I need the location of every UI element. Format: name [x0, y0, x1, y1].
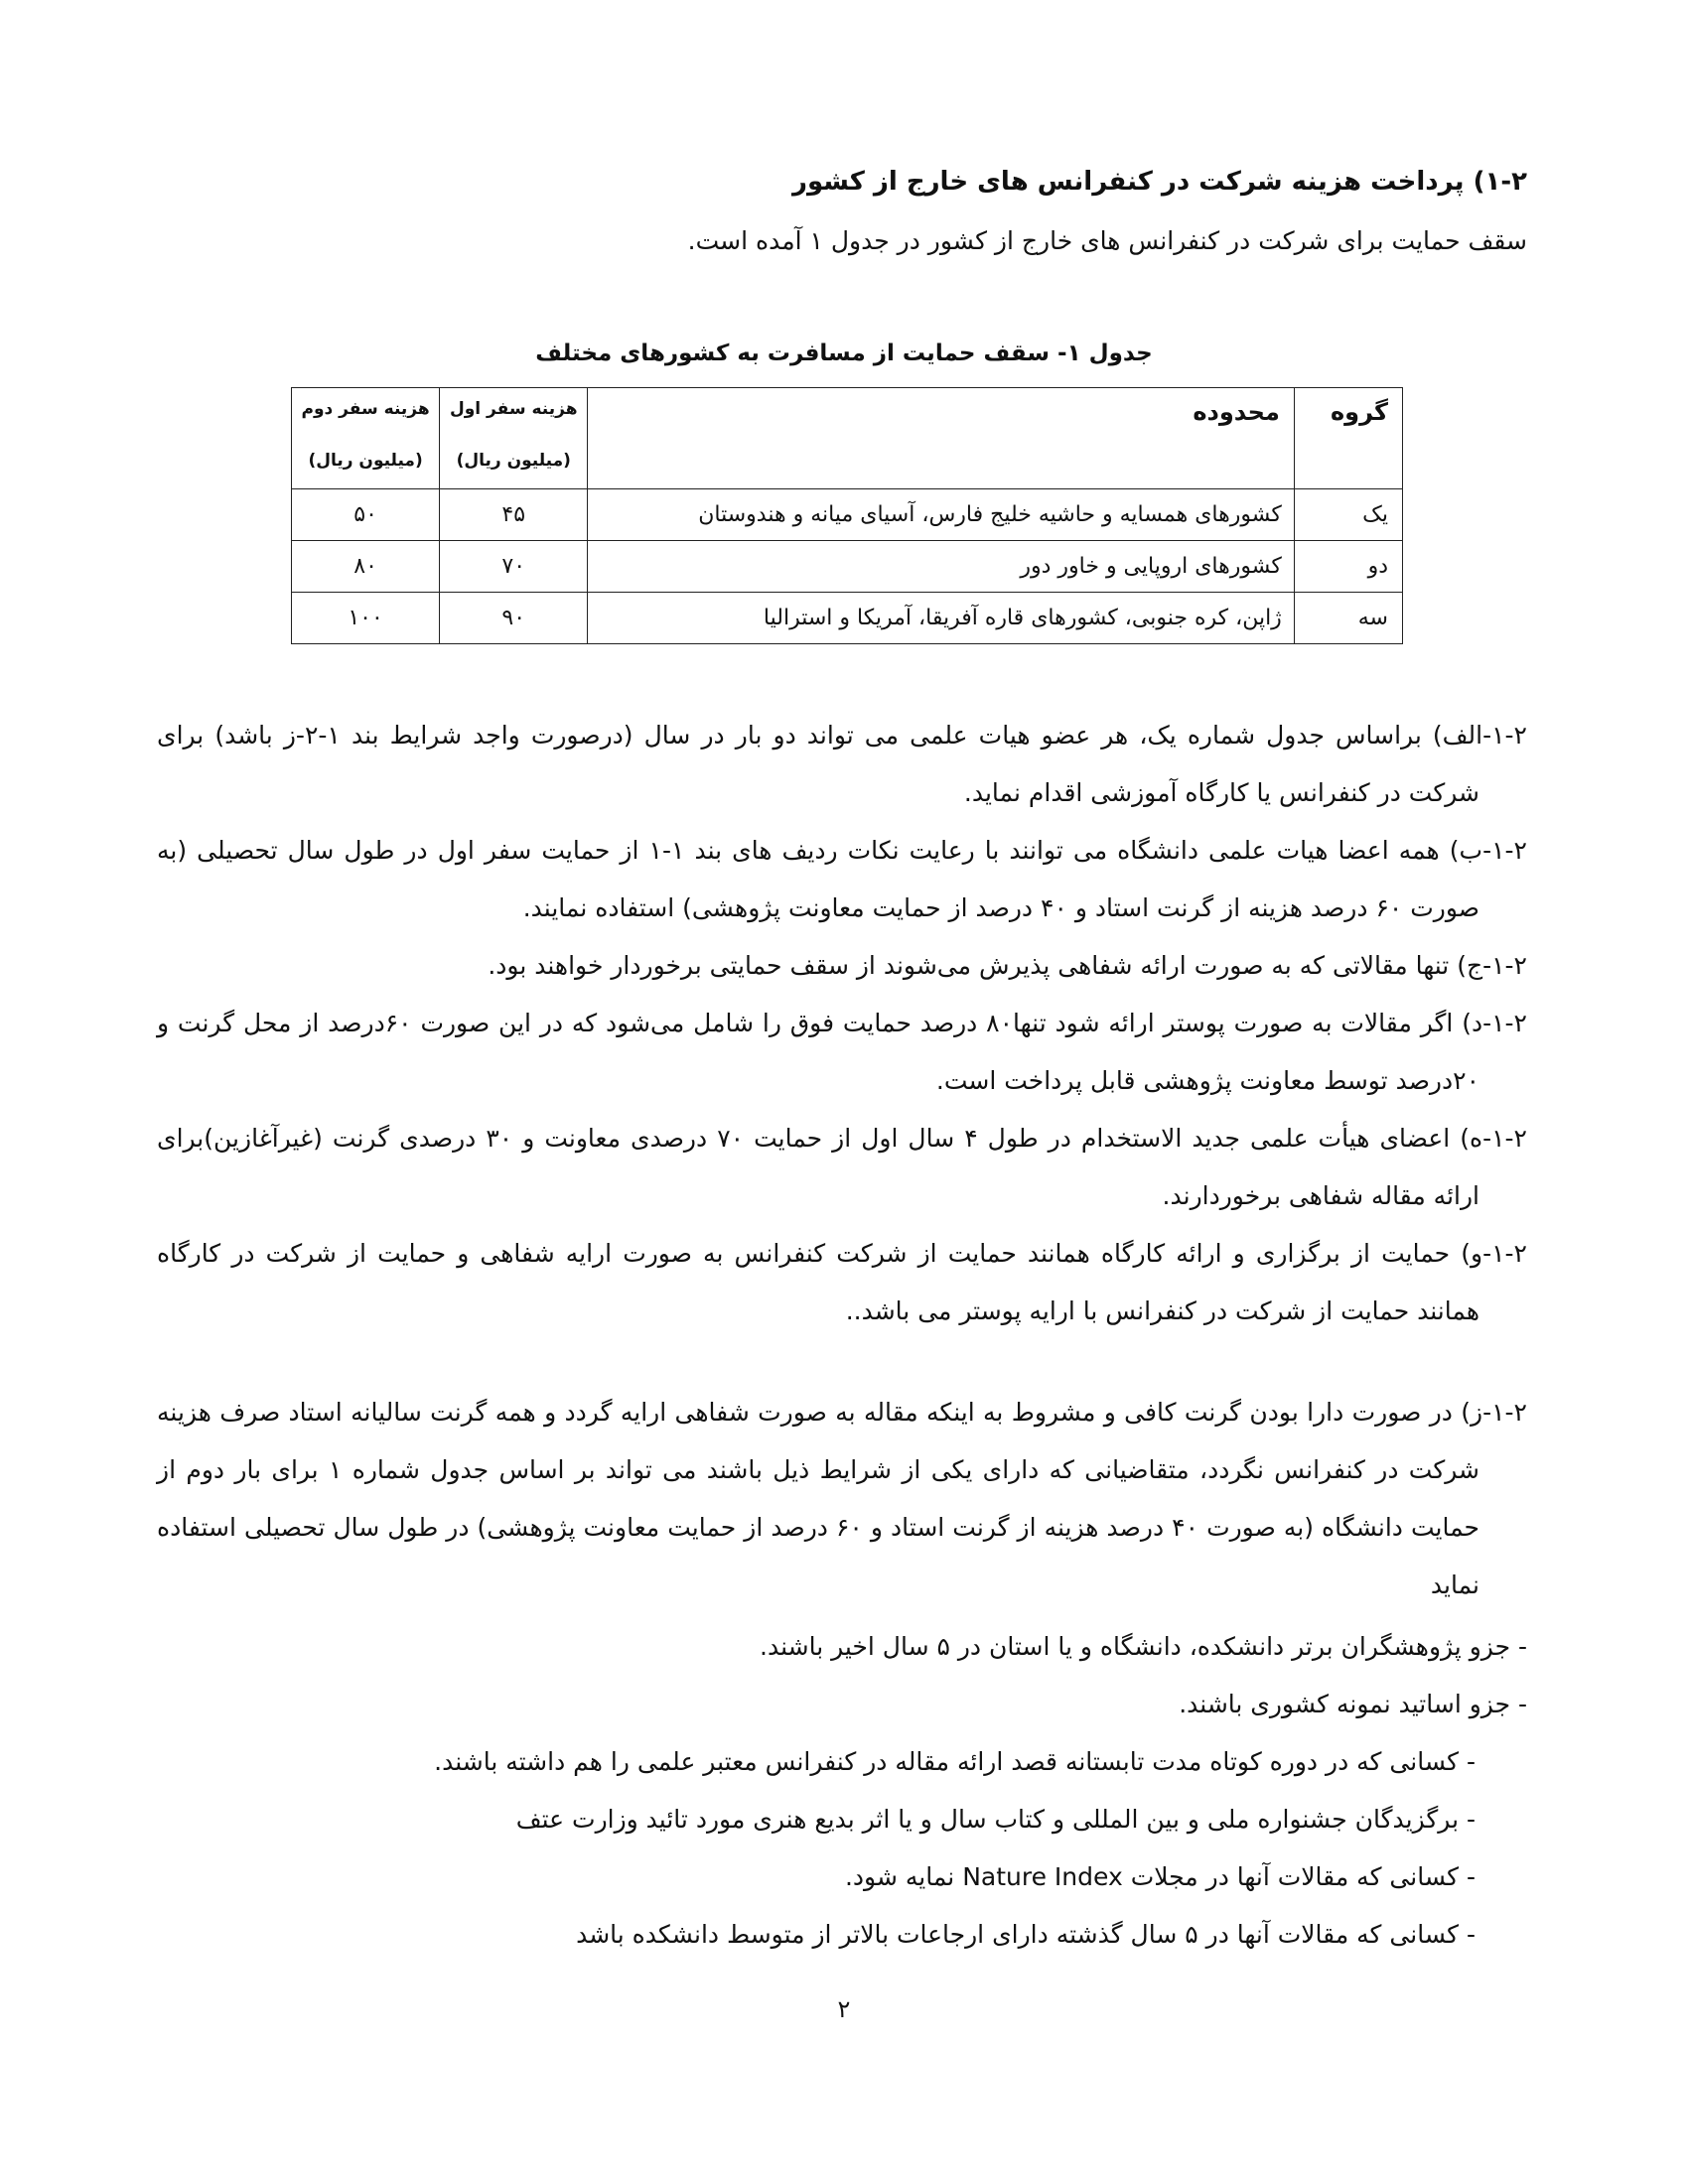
condition-subitem: - کسانی که مقالات آنها در ۵ سال گذشته دارای ارجاعات بالاتر از متوسط دانشکده باشد	[576, 1920, 1476, 1949]
condition-subitem: - برگزیدگان جشنواره ملی و بین المللی و کتاب سال و یا اثر بدیع هنری مورد تائید وزارت عتف	[515, 1805, 1476, 1834]
cell-range: کشورهای همسایه و حاشیه خلیج فارس، آسیای میانه و هندوستان	[588, 489, 1295, 541]
header-range: محدوده	[588, 388, 1295, 489]
cell-group: سه	[1294, 593, 1402, 644]
table-row	[292, 489, 1403, 541]
clause-be: ۱-۲-ب) همه اعضا هیات علمی دانشگاه می توانند با رعایت نکات ردیف های بند ۱-۱ از حمایت سفر اول در طول سال تحصیلی (به صورت ۶۰ درصد هزینه از گرنت استاد و ۴۰ درصد از حمایت معاونت پژوهشی) استفاده نمایند.	[157, 836, 1527, 922]
cell-group: دو	[1294, 541, 1402, 593]
paragraph-spacer	[157, 1340, 1527, 1384]
cell-second-trip: ۵۰	[292, 489, 440, 541]
clause-ze: ۱-۲-ز) در صورت دارا بودن گرنت کافی و مشروط به اینکه مقاله به صورت شفاهی ارایه گردد و همه گرنت سالیانه استاد صرف هزینه شرکت در کنفرانس نگردد، متقاضیانی که دارای یکی از شرایط ذیل باشند می تواند بر اساس جدول شماره ۱ برای بار دوم از حمایت دانشگاه (به صورت ۴۰ درصد هزینه از گرنت استاد و ۶۰ درصد از حمایت معاونت پژوهشی) در طول سال تحصیلی استفاده نماید	[157, 1398, 1527, 1599]
support-ceiling-table	[291, 387, 1403, 644]
condition-item: - جزو اساتید نمونه کشوری باشند.	[1179, 1690, 1527, 1718]
clause-dal: ۱-۲-د) اگر مقالات به صورت پوستر ارائه شود تنها۸۰ درصد حمایت فوق را شامل می‌شود که در این صورت ۶۰درصد از محل گرنت و ۲۰درصد توسط معاونت پژوهشی قابل پرداخت است.	[157, 1009, 1527, 1095]
cell-range: کشورهای اروپایی و خاور دور	[588, 541, 1295, 593]
cell-second-trip: ۱۰۰	[292, 593, 440, 644]
table-header-row	[292, 388, 1403, 489]
header-first-trip-label: هزینه سفر اول	[449, 399, 578, 419]
table-row	[292, 593, 1403, 644]
page-number: ۲	[837, 1995, 851, 2023]
condition-subitem: - کسانی که مقالات آنها در مجلات Nature Index نمایه شود.	[844, 1862, 1476, 1891]
header-group: گروه	[1294, 388, 1402, 489]
cell-second-trip: ۸۰	[292, 541, 440, 593]
clause-vav: ۱-۲-و) حمایت از برگزاری و ارائه کارگاه همانند حمایت از شرکت کنفرانس به صورت ارایه شفاهی و حمایت از شرکت در کارگاه همانند حمایت از شرکت در کنفرانس با ارایه پوستر می باشد..	[157, 1239, 1527, 1325]
header-second-trip-unit: (میلیون ریال)	[308, 451, 423, 471]
cell-first-trip: ۴۵	[440, 489, 588, 541]
table-row	[292, 541, 1403, 593]
intro-paragraph: سقف حمایت برای شرکت در کنفرانس های خارج از کشور در جدول ۱ آمده است.	[687, 226, 1527, 255]
cell-first-trip: ۹۰	[440, 593, 588, 644]
cell-first-trip: ۷۰	[440, 541, 588, 593]
header-second-trip-label: هزینه سفر دوم	[301, 399, 430, 419]
section-heading: ۱-۲) پرداخت هزینه شرکت در کنفرانس های خارج از کشور	[792, 167, 1527, 197]
condition-subitem: - کسانی که در دوره کوتاه مدت تابستانه قصد ارائه مقاله در کنفرانس معتبر علمی را هم داشته باشند.	[434, 1747, 1476, 1776]
cell-group: یک	[1294, 489, 1402, 541]
clauses-list	[157, 707, 1527, 1614]
condition-item: - جزو پژوهشگران برتر دانشکده، دانشگاه و یا استان در ۵ سال اخیر باشند.	[760, 1632, 1527, 1661]
header-first-trip	[440, 388, 588, 489]
cell-range: ژاپن، کره جنوبی، کشورهای قاره آفریقا، آمریکا و استرالیا	[588, 593, 1295, 644]
clause-alef: ۱-۲-الف) براساس جدول شماره یک، هر عضو هیات علمی می تواند دو بار در سال (درصورت واجد شرایط بند ۱-۲-ز باشد) برای شرکت در کنفرانس یا کارگاه آموزشی اقدام نماید.	[157, 721, 1527, 807]
clause-he: ۱-۲-ه) اعضای هیأت علمی جدید الاستخدام در طول ۴ سال اول از حمایت ۷۰ درصدی معاونت و ۳۰ درصدی گرنت (غیرآغازین)برای ارائه مقاله شفاهی برخوردارند.	[157, 1124, 1527, 1210]
header-first-trip-unit: (میلیون ریال)	[456, 451, 571, 471]
clause-jim: ۱-۲-ج) تنها مقالاتی که به صورت ارائه شفاهی پذیرش می‌شوند از سقف حمایتی برخوردار خواهند بود.	[488, 951, 1527, 980]
header-second-trip	[292, 388, 440, 489]
conditions-list	[157, 1618, 1527, 1964]
table-caption: جدول ۱- سقف حمایت از مسافرت به کشورهای مختلف	[535, 341, 1153, 366]
